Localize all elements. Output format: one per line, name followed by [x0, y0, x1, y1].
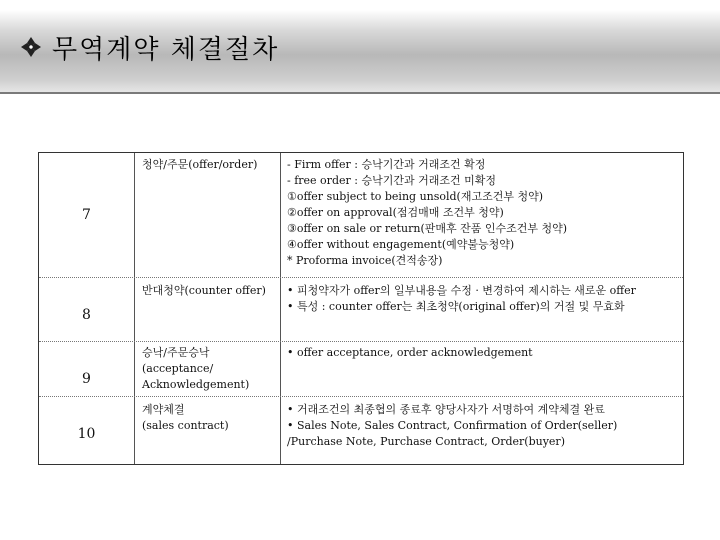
description-line: - Firm offer : 승낙기간과 거래조건 확정	[287, 158, 486, 171]
table-row	[39, 153, 683, 277]
description-line: • Sales Note, Sales Contract, Confirmation of Order(seller)	[287, 419, 618, 432]
step-number: 10	[77, 426, 96, 442]
step-number: 8	[82, 307, 91, 323]
description-line: • 특성 : counter offer는 최초청약(original offer)의 거절 및 무효화	[287, 300, 625, 313]
step-number: 9	[82, 371, 91, 387]
category-line: 계약체결	[142, 403, 185, 416]
category-line: (sales contract)	[142, 419, 229, 432]
description-line: • offer acceptance, order acknowledgement	[287, 346, 533, 359]
page-title: 무역계약 체결절차	[52, 34, 280, 65]
procedure-table	[38, 152, 684, 465]
step-category	[142, 157, 282, 173]
title-bar	[0, 0, 720, 92]
description-line: • 피청약자가 offer의 일부내용을 수정 · 변경하여 제시하는 새로운 offer	[287, 284, 636, 297]
description-line: • 거래조건의 최종협의 종료후 양당사자가 서명하여 계약체결 완료	[287, 403, 605, 416]
step-description	[287, 345, 679, 361]
title-row	[20, 30, 279, 64]
category-line: 반대청약(counter offer)	[142, 284, 266, 297]
step-number: 7	[82, 207, 91, 223]
description-line: ②offer on approval(점검매매 조건부 청약)	[287, 206, 504, 219]
description-line: ④offer without engagement(예약불능청약)	[287, 238, 515, 251]
step-description	[287, 157, 679, 269]
description-line: ③offer on sale or return(판매후 잔품 인수조건부 청약)	[287, 222, 568, 235]
table-row	[39, 341, 683, 396]
step-category	[142, 283, 282, 299]
category-line: Acknowledgement)	[142, 378, 250, 391]
step-category	[142, 345, 282, 393]
step-description	[287, 283, 679, 315]
table-row	[39, 396, 683, 465]
category-line: (acceptance/	[142, 362, 214, 375]
description-line: ①offer subject to being unsold(재고조건부 청약)	[287, 190, 544, 203]
step-description	[287, 402, 679, 450]
step-category	[142, 402, 282, 434]
table-row	[39, 277, 683, 341]
description-line: /Purchase Note, Purchase Contract, Order(buyer)	[287, 435, 565, 448]
description-line: * Proforma invoice(견적송장)	[287, 254, 443, 267]
category-line: 청약/주문(offer/order)	[142, 158, 258, 171]
category-line: 승낙/주문승낙	[142, 346, 210, 359]
title-divider	[0, 92, 720, 94]
diamond-bullet-icon	[20, 36, 42, 58]
description-line: - free order : 승낙기간과 거래조건 미확정	[287, 174, 496, 187]
